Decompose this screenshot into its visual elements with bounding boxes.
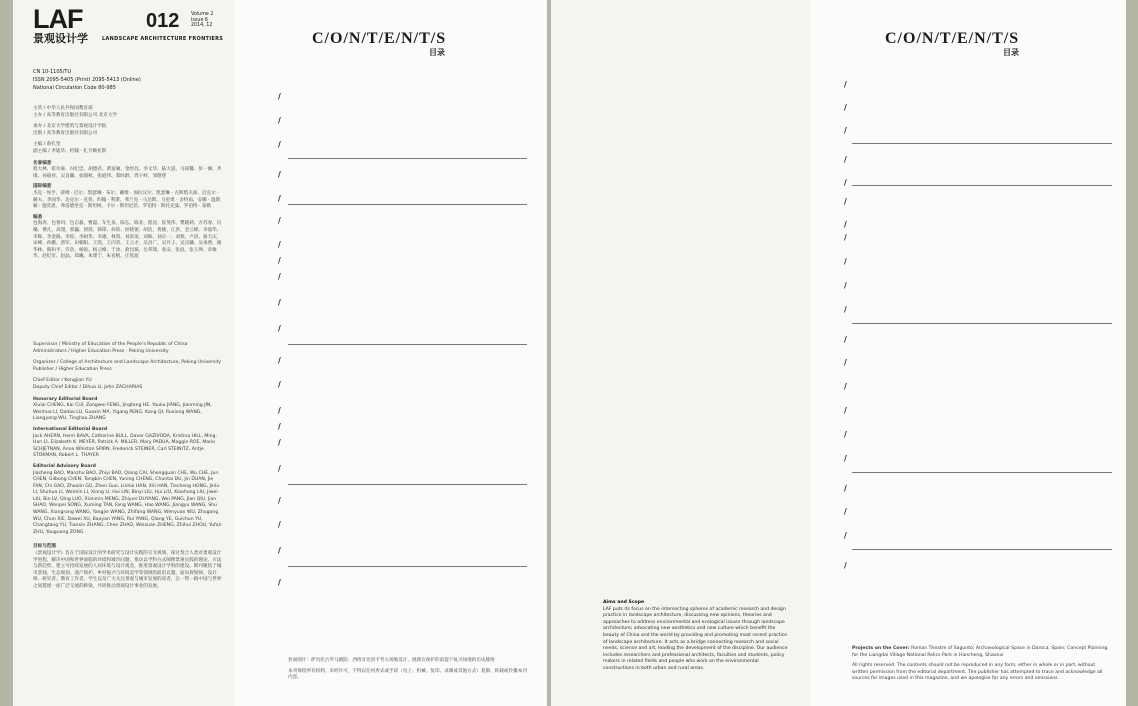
- toc-slash: /: [844, 305, 847, 314]
- toc-slash: /: [844, 126, 847, 135]
- aims-text: LAF puts its focus on the intersecting spheres of academic research and design practice in landscape architecture, discussing new opinions, theories and approaches to address environmental and ecological issues through landscape architecture; advocating new aesthetics and new culture which benefit the beauty of China and the world by providing and promoting most recent practice of landscape architecture. It acts as a bridge connecting research and social needs, science and art, leading the development of the discipline. Our audience includes researchers and professional architects, faculties and students, policy makers in related fields and people who work on the environmental constructions in both urban and rural areas.: [603, 606, 788, 671]
- logo-chinese: 景观设计学: [33, 32, 88, 45]
- toc-row-cont: [234, 391, 547, 403]
- toc-slash: /: [278, 438, 281, 447]
- toc-row: [234, 240, 547, 252]
- toc-slash: /: [844, 80, 847, 89]
- toc-title-cont: [854, 441, 858, 450]
- toc-row-cont: [810, 316, 1126, 328]
- toc-row-cont: [810, 518, 1126, 530]
- toc-slash: /: [844, 531, 847, 540]
- contents-title: C/O/N/T/E/N/T/S: [312, 30, 447, 47]
- toc-row: [810, 155, 1126, 167]
- honorary-board: Xiulai CHENG, Kai CUI, Zongwei FENG, Jingtang HE, Youku JIANG, Jianming JIN, Wenhua LI, Dadao LU, Guoxin MA, Yigang PENG, Kang QI, Ruxiong WANG, Liangyong WU, Tinghao ZHANG: [33, 403, 212, 422]
- toc-title-cont: [854, 244, 858, 253]
- toc-row-cont: [234, 557, 547, 569]
- toc-row-cont: [234, 531, 547, 543]
- toc-slash: /: [844, 561, 847, 570]
- organizer-cn: 承办 / 北京大学建筑与景观设计学院: [33, 124, 107, 130]
- advisory-board: Jiasheng BAO, Manzhu BAO, Zhiyi BAO, Qiang CAI, Shengquan CHE, Wu CHE, Jun CHEN, Gilbong CHEN, Tongbin CHEN, Yuning CHENG, Chuntai DU, Jin DUAN, Jie FAN, Chi GAO, Zhaolin GU, Zhen Guo, Linhai HAN, Xili HAN, Tiecheng HONG, Jinlu LI, Shuhua LI, Weimin LI, Xiong LI, Hui LIN, Binyi LIU, Hui LIU, Xiaohong LIU, Jiwei LIU, Bin LV, Qing LUO, Xianmin MENG, Zhiyun OUYANG, Wei PANG, Jian QIU, Jian SHAO, Wenpei SONG, Xuming TAN, Fang WANG, Hao WANG, Jiangyu WANG, Shu WANG, Xiangrong WANG, Yangjie WANG, Zhifang WANG, Wenyuan WU, Zhugang WU, Chun XIE, Dawei XU, Baoyan YANG, Rui YANG, Qiang YE, Guichun YU, Changtang YU, Tianxin ZHANG, Chen ZHAO, Weixuan ZHENG, Zhihui ZHOU, Yufan ZHU, Youguang ZONG: [33, 470, 222, 535]
- toc-slash: /: [844, 406, 847, 415]
- toc-row-cont: [234, 335, 547, 347]
- contents-subtitle: 目录: [429, 48, 445, 57]
- deputy-cn: 副主编 / 李迪华、约翰 · 扎卡赖亚斯: [33, 148, 107, 154]
- toc-title: [854, 220, 858, 229]
- issn-block: [33, 68, 141, 92]
- contents-cn-page: [234, 0, 547, 706]
- toc-row: [810, 126, 1126, 138]
- cover-projects: Roman Theatre of Sagunto; Archaeological Space in Daroca, Spain; Concept Planning for the Liangdai Village National Relics Park in Hancheng, Shaanxi: [852, 646, 1108, 658]
- toc-row-cont: [810, 244, 1126, 256]
- host-cn: 主办 / 高等教育出版社有限公司 北京大学: [33, 112, 118, 118]
- imprint-en: [603, 320, 798, 325]
- toc-row: [234, 140, 547, 152]
- toc-row-cont: [234, 449, 547, 461]
- toc-row-cont: [810, 417, 1126, 429]
- toc-slash: /: [278, 116, 281, 125]
- aims-heading: Aims and Scope: [603, 600, 645, 605]
- copyright-cn: 本刊保留所有权利。未经许可，不得以任何形式或手段（电子、机械、复印、录制或其他方式）复制、转载或传播本刊内容。: [288, 668, 527, 681]
- toc-row-cont: [810, 465, 1126, 477]
- honorary-cn-heading: 名誉编委: [33, 160, 52, 166]
- toc-row-cont: [234, 309, 547, 321]
- sponsor-cn: 主管 / 中华人民共和国教育部: [33, 106, 93, 111]
- masthead-en-block: [33, 342, 224, 591]
- toc-row-cont: [810, 441, 1126, 453]
- toc-slash: /: [278, 464, 281, 473]
- contents-en-subtitle: 目录: [1003, 48, 1019, 57]
- toc-slash: /: [278, 422, 281, 431]
- toc-row-cont: [234, 475, 547, 487]
- toc-slash: /: [278, 406, 281, 415]
- toc-row-cont: [234, 283, 547, 295]
- advisory-heading: Editorial Advisory Board: [33, 463, 96, 469]
- toc-title: [288, 194, 292, 203]
- organizer-en: Organizer / College of Architecture and Landscape Architecture, Peking University: [33, 360, 222, 366]
- toc-slash: /: [278, 520, 281, 529]
- toc-title-cont: [854, 268, 858, 277]
- section-rule: [288, 566, 527, 567]
- toc-row-cont: [810, 393, 1126, 405]
- honorary-cn: 程大林、崔功豪、冯纪忠、胡德君、黄富厢、金经昌、李文华、陆大道、马国馨、彭一刚、齐康、孙筱祥、吴良镛、张锦秋、张庭伟、郑时龄、周干峙、邹德慈: [33, 167, 222, 179]
- intl-board: Jack AHERN, Henri BAVA, Catherine BULL, Davor GAZIVODA, Kristina HILL, Ming-Han LI, Elizabeth K. MEYER, Patrick A. MILLER, Mary PADUA, Maggie ROE, Mario SCHJETNAN, Anne Whiston SPIRN, Frederick STEINER, Carl STEINITZ, Antje STOKMAN, Robert L. THAYER: [33, 433, 218, 459]
- toc-slash: /: [844, 430, 847, 439]
- section-rule: [288, 484, 527, 485]
- toc-slash: /: [844, 103, 847, 112]
- publisher-en: Publisher / Higher Education Press: [33, 366, 112, 372]
- toc-slash: /: [844, 454, 847, 463]
- toc-title-cont: [854, 369, 858, 378]
- intl-cn: 杰克 · 埃亨、蒂姆 · 巴尔、凯瑟琳 · 布尔、戴维 · 加拉汉尔、凯瑟琳 · 古斯塔夫森、迈克尔 · 赫夫、李国华、迈克尔 · 克普、约翰 · 利斯、弗兰克 · 马达斯、马里奥 · 舍特南、安娜 · 温斯顿 · 施皮恩、弗雷德里克 · 斯坦纳、卡尔 · 斯坦尼茨、罗伯特 · 斯托克曼、罗伯特 · 泰勒: [33, 190, 221, 210]
- toc-slash: /: [844, 197, 847, 206]
- section-rule: [852, 472, 1112, 473]
- section-rule: [852, 323, 1112, 324]
- toc-title: [288, 256, 292, 265]
- intl-cn-heading: 国际编委: [33, 184, 52, 190]
- toc-title: [288, 438, 292, 447]
- copyright-en: All rights reserved. The contents should not be reproduced in any form, either in whole or in part, without written permission from the editorial department. The publisher has attempted to trace and acknowledge all sources for images used in this magazine, and we apologise for any errors and omissions.: [852, 663, 1103, 682]
- cover-note-cn: 封面图片：萨贡托古罗马剧院：西班牙达洛卡考古场地设计，展现在保护的前提下复兴场地的历史脉络: [288, 658, 495, 663]
- issue-label: Issue 6: [191, 17, 208, 23]
- toc-slash: /: [278, 324, 281, 333]
- en-footer: [852, 646, 1112, 683]
- imprint-cn: [603, 8, 798, 13]
- toc-title-cont: [854, 417, 858, 426]
- toc-slash: /: [278, 298, 281, 307]
- toc-slash: /: [278, 496, 281, 505]
- toc-slash: /: [844, 257, 847, 266]
- supervisor-en: Supervisor / Ministry of Education of the People's Republic of China: [33, 342, 188, 347]
- toc-row-cont: [810, 292, 1126, 304]
- toc-row: [810, 561, 1126, 573]
- imprint-page: [551, 0, 810, 706]
- section-rule: [852, 185, 1112, 186]
- toc-row: [810, 220, 1126, 232]
- toc-row-cont: [810, 268, 1126, 280]
- toc-slash: /: [844, 281, 847, 290]
- toc-title-cont: [854, 518, 858, 527]
- circulation-code: National Circulation Code 80-985: [33, 85, 116, 91]
- toc-row: [810, 178, 1126, 190]
- section-rule: [288, 158, 527, 159]
- section-rule: [288, 344, 527, 345]
- intl-heading: International Editorial Board: [33, 426, 108, 432]
- toc-row: [810, 335, 1126, 347]
- toc-row: [810, 103, 1126, 115]
- cn-number: CN 10-1105/TU: [33, 69, 72, 75]
- toc-slash: /: [278, 92, 281, 101]
- aims-scope: [603, 600, 790, 673]
- toc-slash: /: [844, 507, 847, 516]
- board-cn: 包海涛、包鲁玛、包志毅、曹磊、车生泉、陈弘、陈亚、程昆、崔英伟、樊晓莉、方苏春、冯璐、傅凡、高翅、郭巍、郭茜、韩锋、何昉、侯晓蕾、胡洁、黄晓、江洪、金云峰、李迪华、李晖、李金路、李倞、李树华、李雄、林箐、刘滨谊、刘晖、刘京一、刘燕、卢清、骆天庆、宋峰、孙鹏、唐军、田朝阳、王凯、王向荣、王云才、吴昌广、吴丹子、吴良镛、吴承照、谢华林、熊和平、许浩、杨锐、杨云峰、于冰、俞昌斌、岳邦瑞、张安、张浪、张玉坤、章俊华、赵纪军、赵晶、郑曦、朱建宁、朱育帆、庄优波: [33, 221, 222, 260]
- toc-row: [234, 92, 547, 104]
- aims-cn: 《景观设计学》旨在于国际设计的学术研究与设计实践的交叉视域、探讨契合人类对景观设计学进程，解决中国和世界面临的环境和城市问题，推动以学科方式阐释景观实践的理论、方法与新趋势，建立可持续发展的人居环境与设计观念，推进景观设计学科的建设。期刊聚焦于城市景观、生态规划、遗产保护、乡村振兴与环境美学等领域的前沿议题，面向规划师、设计师、研究者、教育工作者、学生以及广大关注景观与城市发展的读者，在一带一路中国与世界之间搭建一座广泛交流的桥梁，共同推动景观设计事业的发展。: [33, 551, 222, 589]
- toc-slash: /: [278, 140, 281, 149]
- toc-row: [234, 406, 547, 418]
- toc-row: [234, 496, 547, 508]
- toc-row-cont: [810, 369, 1126, 381]
- editor-cn: 主编 / 俞孔坚: [33, 142, 61, 148]
- toc-title: [288, 406, 292, 415]
- date-label: 2014, 12: [191, 23, 213, 29]
- cover-projects-heading: Projects on the Cover:: [852, 646, 910, 651]
- toc-slash: /: [278, 272, 281, 281]
- section-rule: [852, 549, 1112, 550]
- laf-logo: LAF: [33, 4, 83, 34]
- masthead-cn-block: [33, 106, 224, 261]
- toc-row: [234, 422, 547, 434]
- deputy-editor-en: Deputy Chief Editor / Dihua LI, John ZACHARIAS: [33, 384, 143, 390]
- toc-row: [810, 484, 1126, 496]
- toc-slash: /: [278, 194, 281, 203]
- board-cn-heading: 编委: [33, 214, 43, 220]
- toc-row: [234, 256, 547, 268]
- toc-row: [810, 80, 1126, 92]
- toc-slash: /: [278, 170, 281, 179]
- toc-row: [234, 578, 547, 590]
- chief-editor-en: Chief Editor / Kongjian YU: [33, 378, 92, 384]
- toc-slash: /: [844, 233, 847, 242]
- toc-slash: /: [844, 155, 847, 164]
- toc-slash: /: [278, 216, 281, 225]
- toc-row: [234, 356, 547, 368]
- toc-slash: /: [844, 484, 847, 493]
- aims-cn-heading: 目标与范围: [33, 544, 56, 550]
- contents-en-title: C/O/N/T/E/N/T/S: [885, 30, 1020, 47]
- toc-row: [234, 170, 547, 182]
- toc-row: [234, 216, 547, 228]
- issue-number: 012: [146, 10, 180, 32]
- honorary-heading: Honorary Editorial Board: [33, 396, 98, 402]
- volume-info: [191, 12, 213, 29]
- toc-row: [234, 116, 547, 128]
- toc-title-cont: [854, 393, 858, 402]
- toc-slash: /: [844, 335, 847, 344]
- masthead-page: [13, 0, 234, 706]
- section-rule: [852, 143, 1112, 144]
- toc-row-cont: [810, 542, 1126, 554]
- toc-title-cont: [854, 292, 858, 301]
- admin-en: Administrators / Higher Education Press · Peking University: [33, 348, 169, 354]
- toc-slash: /: [844, 220, 847, 229]
- toc-slash: /: [844, 358, 847, 367]
- toc-slash: /: [278, 356, 281, 365]
- toc-slash: /: [278, 546, 281, 555]
- contents-en-page: [810, 0, 1126, 706]
- toc-title: [288, 422, 292, 431]
- section-rule: [288, 204, 527, 205]
- logo-english: LANDSCAPE ARCHITECTURE FRONTIERS: [102, 36, 224, 42]
- publisher-cn: 出版 / 高等教育出版社有限公司: [33, 130, 98, 136]
- toc-slash: /: [278, 578, 281, 587]
- toc-slash: /: [278, 256, 281, 265]
- toc-slash: /: [844, 178, 847, 187]
- toc-slash: /: [278, 240, 281, 249]
- issn-number: ISSN 2095-5405 (Print) 2095-5413 (Online): [33, 77, 141, 83]
- volume-label: Volume 2: [191, 12, 214, 17]
- toc-slash: /: [844, 382, 847, 391]
- toc-slash: /: [278, 380, 281, 389]
- toc-row: [810, 197, 1126, 209]
- cn-footer: [288, 658, 527, 682]
- toc-title: [288, 240, 292, 249]
